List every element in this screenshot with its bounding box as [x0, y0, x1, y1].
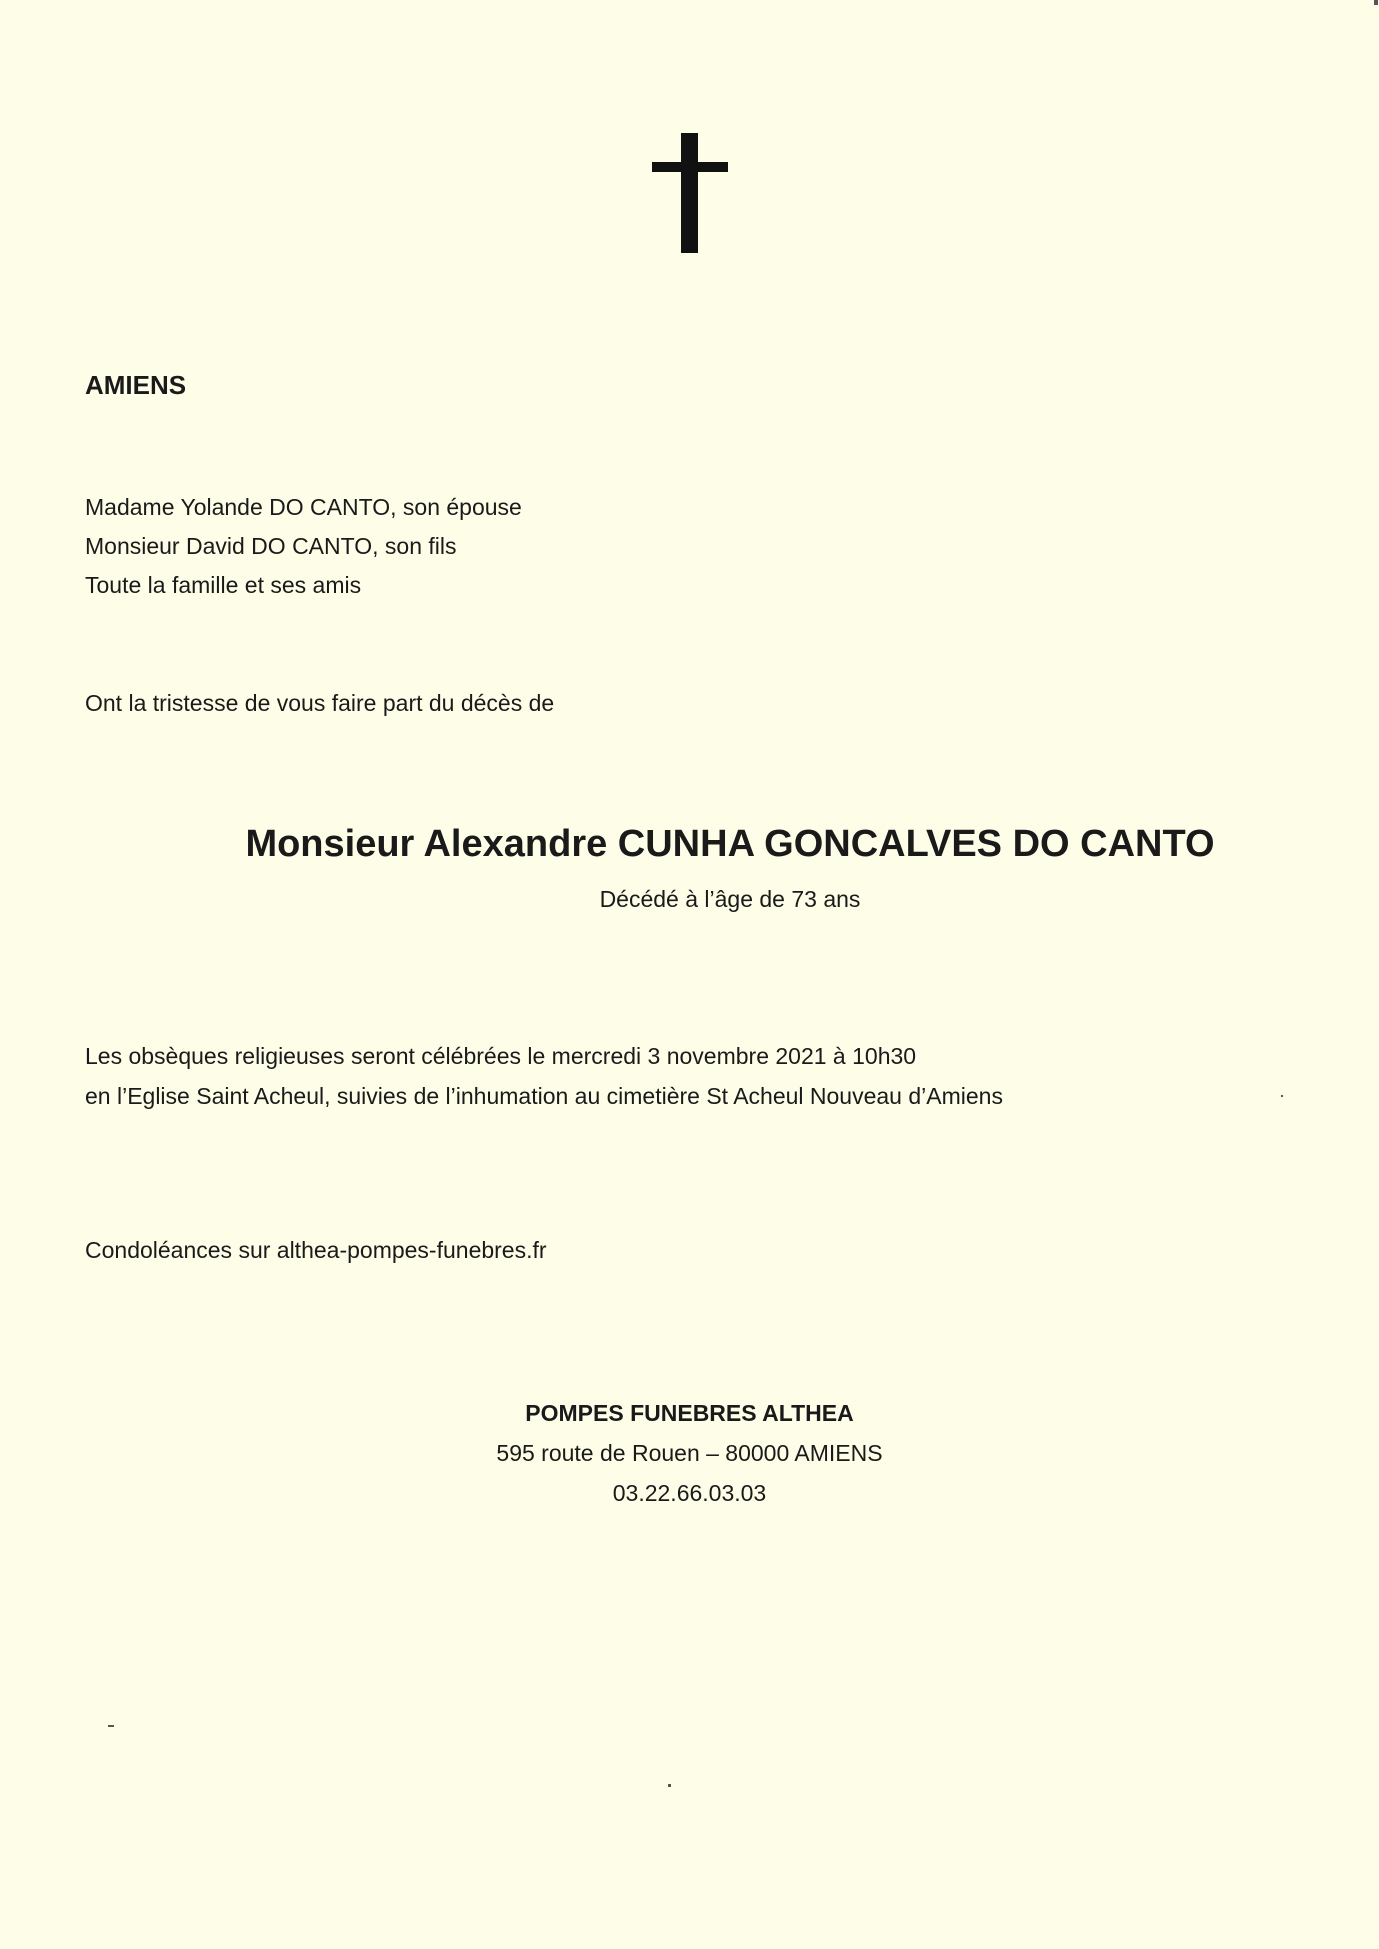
family-line-others: Toute la famille et ses amis — [85, 572, 362, 598]
scan-speck — [1374, 0, 1378, 5]
cross-icon — [652, 133, 728, 253]
scan-speck — [1281, 1095, 1283, 1097]
funeral-home-name: POMPES FUNEBRES ALTHEA — [525, 1400, 854, 1426]
condolences-text: Condoléances sur althea-pompes-funebres.fr — [85, 1237, 547, 1263]
deceased-name: Monsieur Alexandre CUNHA GONCALVES DO CANTO — [245, 823, 1215, 865]
family-line-spouse: Madame Yolande DO CANTO, son épouse — [85, 494, 522, 520]
scan-speck — [668, 1784, 671, 1787]
city-heading: AMIENS — [85, 370, 187, 400]
funeral-details-line-1: Les obsèques religieuses seront célébrées le mercredi 3 novembre 2021 à 10h30 — [85, 1043, 917, 1069]
announcement-text: Ont la tristesse de vous faire part du décès de — [85, 690, 555, 716]
funeral-home-address: 595 route de Rouen – 80000 AMIENS — [496, 1440, 883, 1466]
scan-speck — [108, 1725, 114, 1727]
funeral-details-line-2: en l’Eglise Saint Acheul, suivies de l’inhumation au cimetière St Acheul Nouveau d’Amiens — [85, 1083, 1003, 1109]
funeral-home-phone: 03.22.66.03.03 — [612, 1480, 767, 1506]
deceased-age: Décédé à l’âge de 73 ans — [599, 886, 861, 912]
family-line-son: Monsieur David DO CANTO, son fils — [85, 533, 457, 559]
